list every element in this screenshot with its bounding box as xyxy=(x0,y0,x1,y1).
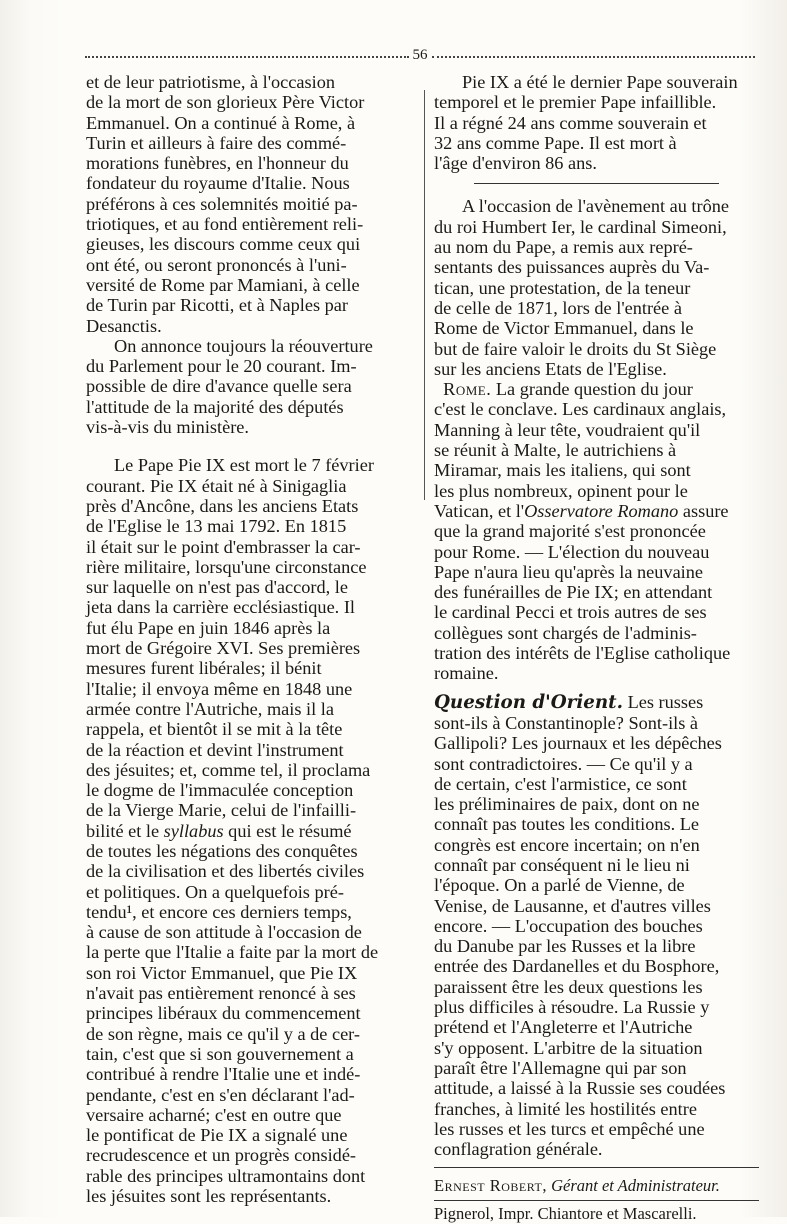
text-line: à cause de son attitude à l'occasion de xyxy=(86,922,362,943)
page-number: 56 xyxy=(412,46,428,63)
text-line: sentants des puissances auprès du Va- xyxy=(434,257,710,278)
text-line: On annonce toujours la réouverture xyxy=(114,335,373,356)
text-line: rappela, et bientôt il se mit à la tête xyxy=(86,719,343,740)
text-line: triotiques, et au fond entièrement reli- xyxy=(86,214,364,235)
text-line: Venise, de Lausanne, et d'autres villes xyxy=(434,895,711,916)
text-line: du roi Humbert Ier, le cardinal Simeoni, xyxy=(434,216,727,237)
text-line: Gallipoli? Les journaux et les dépêches xyxy=(434,733,722,754)
paragraph-pope-death xyxy=(86,455,416,1206)
text-line: fut élu Pape en juin 1846 après la xyxy=(86,617,331,638)
text-line: congrès est encore incertain; on n'en xyxy=(434,834,700,855)
paragraph-pope-reign xyxy=(434,72,759,173)
text-line: connaît pas toutes les conditions. Le xyxy=(434,814,700,835)
text-line: 32 ans comme Pape. Il est mort à xyxy=(434,132,677,153)
text-line: les préliminaires de paix, dont on ne xyxy=(434,794,700,815)
text-line: paraît être l'Allemagne qui par son xyxy=(434,1057,687,1078)
text-line: pour Rome. — L'élection du nouveau xyxy=(434,541,710,562)
text-line: le cardinal Pecci et trois autres de ses xyxy=(434,602,707,623)
text-line: entrée des Dardanelles et du Bosphore, xyxy=(434,956,720,977)
header-rule-left xyxy=(85,56,409,60)
text-line: les jésuites sont les représentants. xyxy=(86,1186,332,1207)
text-line: mort de Grégoire XVI. Ses premières xyxy=(86,638,361,659)
text-line: mesures furent libérales; il bénit xyxy=(86,658,322,679)
footer-divider-2 xyxy=(434,1200,759,1201)
page-header xyxy=(85,46,755,64)
newspaper-title: Osservatore Romano xyxy=(524,500,679,521)
text-line: versaire acharné; c'est en outre que xyxy=(86,1104,342,1125)
text-line: préférons à ces solemnités moitié pa- xyxy=(86,193,358,214)
text-line: des jésuites; et, comme tel, il proclama xyxy=(86,759,371,780)
text-line: près d'Ancône, dans les anciens Etats xyxy=(86,495,359,516)
right-column xyxy=(434,72,759,1224)
text-line: romaine. xyxy=(434,663,499,684)
text-line: pendante, c'est en s'en déclarant l'ad- xyxy=(86,1084,355,1105)
text-line: Le Pape Pie IX est mort le 7 février xyxy=(114,455,374,476)
text-line: rable des principes ultramontains dont xyxy=(86,1165,366,1186)
text-line: et de leur patriotisme, à l'occasion xyxy=(86,72,335,92)
eastern-first-line: Les russes xyxy=(623,691,704,712)
text-line: le dogme de l'immaculée conception xyxy=(86,780,354,801)
text-line: plus difficiles à résoudre. La Russie y xyxy=(434,997,710,1018)
text-line: tican, une protestation, de la teneur xyxy=(434,277,691,298)
rome-first-line: La grande question du jour xyxy=(491,379,693,400)
text-line: que la grand majorité s'est prononcée xyxy=(434,521,706,542)
text-line: au nom du Pape, a remis aux repré- xyxy=(434,237,693,258)
text-line: de certain, c'est l'armistice, ce sont xyxy=(434,773,687,794)
text-line: du Parlement pour le 20 courant. Im- xyxy=(86,356,357,377)
text-line: du Danube par les Russes et la libre xyxy=(434,936,696,957)
text-line: c'est le conclave. Les cardinaux anglais, xyxy=(434,399,727,420)
text-line: paraissent être les deux questions les xyxy=(434,976,703,997)
text-line: Vatican, et l'Osservatore Romano assure xyxy=(434,500,729,521)
text-line: se réunit à Malte, le autrichiens à xyxy=(434,440,677,461)
text-line: attitude, a laissé à la Russie ses coudées xyxy=(434,1078,726,1099)
text-line: connaît par conséquent ni le lieu ni xyxy=(434,854,690,875)
text-line: l'Italie; il envoya même en 1848 une xyxy=(86,678,353,699)
text-line: vis-à-vis du ministère. xyxy=(86,417,249,438)
text-line: franches, à limité les hostilités entre xyxy=(434,1098,697,1119)
column-divider xyxy=(424,90,425,500)
text-line: de celle de 1871, lors de l'entrée à xyxy=(434,297,682,318)
text-line: jeta dans la carrière ecclésiastique. Il xyxy=(86,597,355,618)
text-line: Desanctis. xyxy=(86,315,162,336)
footer-printer: Pignerol, Impr. Chiantore et Mascarelli. xyxy=(434,1203,697,1223)
text-line: de la Vierge Marie, celui de l'infailli- xyxy=(86,800,357,821)
text-line: de la mort de son glorieux Père Victor xyxy=(86,92,365,113)
text-line: Rome de Victor Emmanuel, dans le xyxy=(434,318,694,339)
text-line: but de faire valoir le droits du St Siège xyxy=(434,338,717,359)
paragraph-parliament xyxy=(86,336,416,437)
paragraph-protest xyxy=(434,196,759,379)
text-line: les russes et les turcs et empêché une xyxy=(434,1118,705,1139)
text-line: rière militaire, lorsqu'une circonstance xyxy=(86,556,367,577)
text-line: Il a régné 24 ans comme souverain et xyxy=(434,112,707,133)
section-divider xyxy=(474,183,719,184)
syllabus-term: syllabus xyxy=(163,820,224,841)
text-line: bilité et le syllabus qui est le résumé xyxy=(86,820,352,841)
editor-role: Gérant et Administrateur. xyxy=(546,1176,720,1196)
text-line: de toutes les négations des conquêtes xyxy=(86,840,358,861)
text-line: ont été, ou seront prononcés à l'uni- xyxy=(86,254,347,275)
footer-divider xyxy=(434,1167,759,1168)
text-line: courant. Pie IX était né à Sinigaglia xyxy=(86,475,347,496)
text-line: A l'occasion de l'avènement au trône xyxy=(462,196,729,217)
text-line: de la civilisation et des libertés civiles xyxy=(86,861,365,882)
text-line: fondateur du royaume d'Italie. Nous xyxy=(86,173,350,194)
text-line: il était sur le point d'embrasser la car- xyxy=(86,536,361,557)
text-line: n'avait pas entièrement renoncé à ses xyxy=(86,983,356,1004)
text-line: Pie IX a été le dernier Pape souverain xyxy=(462,72,738,92)
text-line: la perte que l'Italie a faite par la mort de xyxy=(86,942,379,963)
text-line: conflagration générale. xyxy=(434,1139,603,1160)
text-line: de son règne, mais ce qu'il y a de cer- xyxy=(86,1023,360,1044)
text-line: Manning à leur tête, voudraient qu'il xyxy=(434,419,701,440)
text-line: de l'Eglise le 13 mai 1792. En 1815 xyxy=(86,516,347,537)
rome-heading: Rome. xyxy=(443,379,492,400)
text-line: sur laquelle on n'est pas d'accord, le xyxy=(86,577,348,598)
text-line: son roi Victor Emmanuel, que Pie IX xyxy=(86,962,358,983)
text-line: Turin et ailleurs à faire des commé- xyxy=(86,132,347,153)
text-line: l'époque. On a parlé de Vienne, de xyxy=(434,875,685,896)
footer-editor xyxy=(434,1176,759,1196)
text-line: s'y opposent. L'arbitre de la situation xyxy=(434,1037,703,1058)
text-line: tendu¹, et encore ces derniers temps, xyxy=(86,901,352,922)
text-line: des funérailles de Pie IX; en attendant xyxy=(434,582,713,603)
text-line: possible de dire d'avance quelle sera xyxy=(86,376,352,397)
eastern-question-heading: Question d'Orient. xyxy=(434,691,623,713)
text-line: Miramar, mais les italiens, qui sont xyxy=(434,460,691,481)
text-line: les plus nombreux, opinent pour le xyxy=(434,480,688,501)
header-rule-right xyxy=(432,56,756,60)
paragraph-eastern-question xyxy=(434,692,759,1160)
text-line: sont contradictoires. — Ce qu'il y a xyxy=(434,753,693,774)
editor-name: Ernest Robert, xyxy=(434,1176,547,1196)
paragraph-commemorations xyxy=(86,72,416,336)
text-line: morations funèbres, en l'honneur du xyxy=(86,153,349,174)
text-line: collègues sont chargés de l'adminis- xyxy=(434,622,697,643)
text-line: Pape n'aura lieu qu'après la neuvaine xyxy=(434,561,704,582)
text-line: contribué à rendre l'Italie une et indé- xyxy=(86,1064,361,1085)
text-line: le pontificat de Pie IX a signalé une xyxy=(86,1125,348,1146)
text-line: gieuses, les discours comme ceux qui xyxy=(86,234,361,255)
text-line: prétend et l'Angleterre et l'Autriche xyxy=(434,1017,693,1038)
text-line: l'attitude de la majorité des députés xyxy=(86,396,344,417)
text-line: sont-ils à Constantinople? Sont-ils à xyxy=(434,712,699,733)
text-line: encore. — L'occupation des bouches xyxy=(434,915,703,936)
text-line: Emmanuel. On a continué à Rome, à xyxy=(86,112,356,133)
text-line: principes libéraux du commencement xyxy=(86,1003,361,1024)
text-line: temporel et le premier Pape infaillible. xyxy=(434,92,717,113)
text-line: de Turin par Ricotti, et à Naples par xyxy=(86,295,348,316)
left-column xyxy=(86,72,416,1206)
text-line: versité de Rome par Mamiani, à celle xyxy=(86,274,360,295)
text-line: tration des intérêts de l'Eglise catholique xyxy=(434,643,731,664)
text-line: l'âge d'environ 86 ans. xyxy=(434,153,597,174)
text-line: tain, c'est que si son gouvernement a xyxy=(86,1043,354,1064)
text-line: sur les anciens Etats de l'Eglise. xyxy=(434,358,667,379)
text-line: armée contre l'Autriche, mais il la xyxy=(86,698,334,719)
paragraph-rome-conclave xyxy=(434,379,759,683)
text-line: recrudescence et un progrès considé- xyxy=(86,1145,357,1166)
text-line: et politiques. On a quelquefois pré- xyxy=(86,881,344,902)
text-line: de la réaction et devint l'instrument xyxy=(86,739,344,760)
